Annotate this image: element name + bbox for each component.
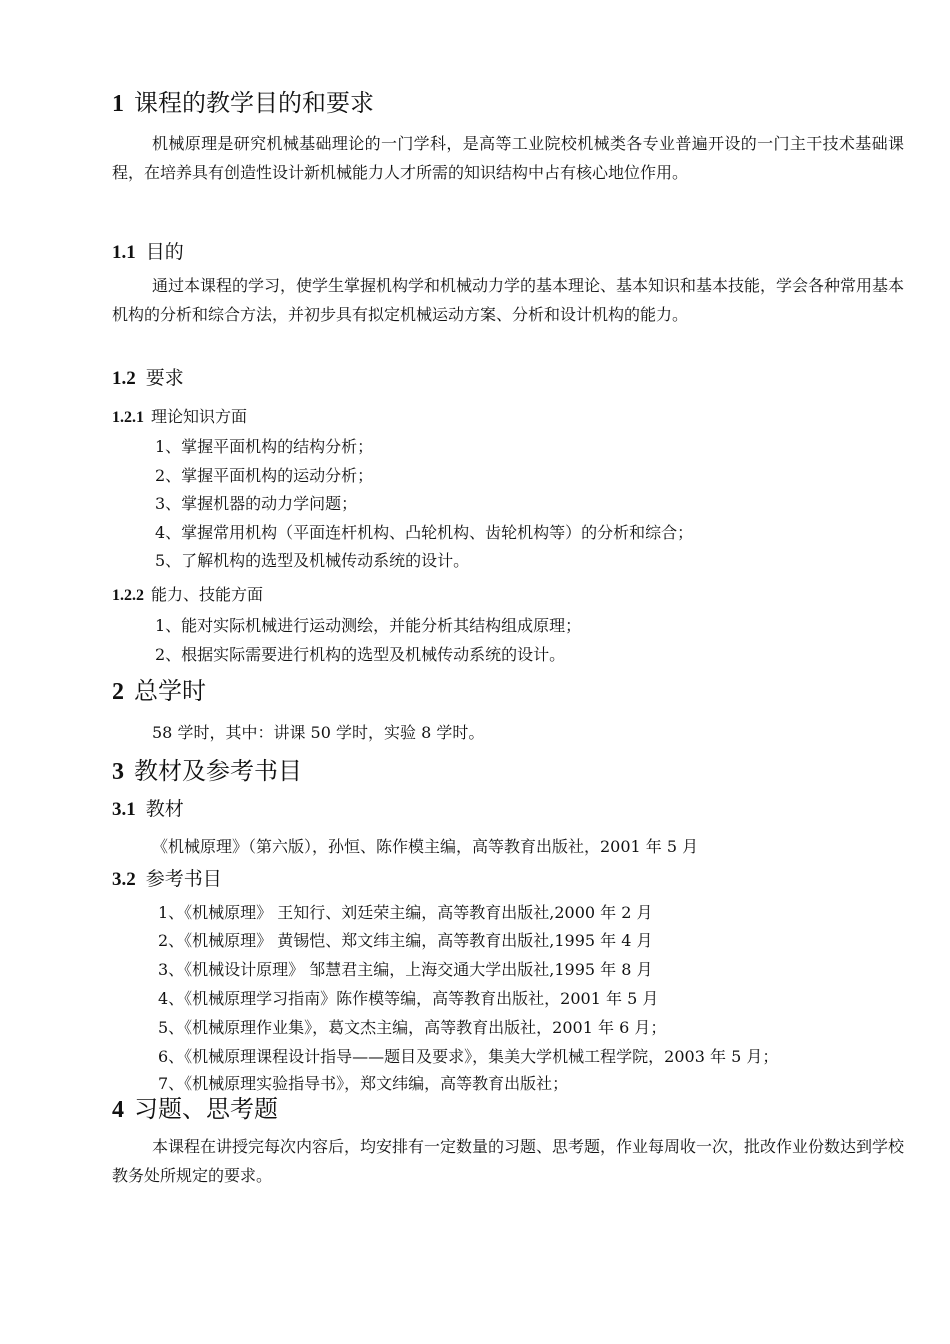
section-3-2-heading: 3.2 参考书目	[112, 868, 222, 890]
section-1-2-heading: 1.2 要求	[112, 367, 184, 389]
section-number: 1	[112, 91, 124, 117]
reference-item: 2、《机械原理》 黄锡恺、郑文纬主编，高等教育出版社,1995 年 4 月	[158, 931, 653, 950]
reference-item: 6、《机械原理课程设计指导——题目及要求》，集美大学机械工程学院，2003 年 5 月；	[158, 1047, 779, 1066]
section-2-text: 58 学时，其中：讲课 50 学时，实验 8 学时。	[152, 723, 485, 742]
reference-item: 4、《机械原理学习指南》陈作模等编，高等教育出版社，2001 年 5 月	[158, 989, 659, 1008]
list-item: 1、能对实际机械进行运动测绘，并能分析其结构组成原理；	[155, 616, 582, 635]
list-item: 1、掌握平面机构的结构分析；	[155, 437, 374, 456]
section-2-heading: 2 总学时	[112, 677, 206, 705]
section-3-1-heading: 3.1 教材	[112, 798, 184, 820]
section-4-heading: 4 习题、思考题	[112, 1095, 278, 1123]
section-4-text: 本课程在讲授完每次内容后，均安排有一定数量的习题、思考题，作业每周收一次，批改作业份数达到学校教务处所规定的要求。	[112, 1137, 905, 1185]
section-1-intro: 机械原理是研究机械基础理论的一门学科，是高等工业院校机械类各专业普遍开设的一门主干技术基础课程，在培养具有创造性设计新机械能力人才所需的知识结构中占有核心地位作用。	[112, 134, 904, 182]
list-item: 4、掌握常用机构（平面连杆机构、凸轮机构、齿轮机构等）的分析和综合；	[155, 523, 694, 542]
section-1-heading	[112, 88, 374, 119]
reference-item: 7、《机械原理实验指导书》，郑文纬编，高等教育出版社；	[158, 1074, 569, 1093]
reference-item: 1、《机械原理》 王知行、刘廷荣主编，高等教育出版社,2000 年 2 月	[158, 903, 653, 922]
list-item: 2、根据实际需要进行机构的选型及机械传动系统的设计。	[155, 645, 566, 664]
list-item: 2、掌握平面机构的运动分析；	[155, 466, 374, 485]
reference-item: 3、《机械设计原理》 邹慧君主编，上海交通大学出版社,1995 年 8 月	[158, 960, 653, 979]
section-1-1-text: 通过本课程的学习，使学生掌握机构学和机械动力学的基本理论、基本知识和基本技能，学会各种常用基本机构的分析和综合方法，并初步具有拟定机械运动方案、分析和设计机构的能力。	[112, 276, 905, 324]
section-title: 课程的教学目的和要求	[134, 89, 374, 117]
list-item: 5、了解机构的选型及机械传动系统的设计。	[155, 551, 470, 570]
section-1-2-2-heading: 1.2.2 能力、技能方面	[112, 585, 264, 604]
reference-item: 5、《机械原理作业集》，葛文杰主编，高等教育出版社，2001 年 6 月；	[158, 1018, 667, 1037]
section-3-heading: 3 教材及参考书目	[112, 757, 302, 785]
section-1-2-1-heading: 1.2.1 理论知识方面	[112, 407, 248, 426]
textbook-entry: 《机械原理》（第六版），孙恒、陈作模主编，高等教育出版社，2001 年 5 月	[152, 837, 699, 856]
section-1-1-heading: 1.1 目的	[112, 241, 184, 263]
list-item: 3、掌握机器的动力学问题；	[155, 494, 358, 513]
